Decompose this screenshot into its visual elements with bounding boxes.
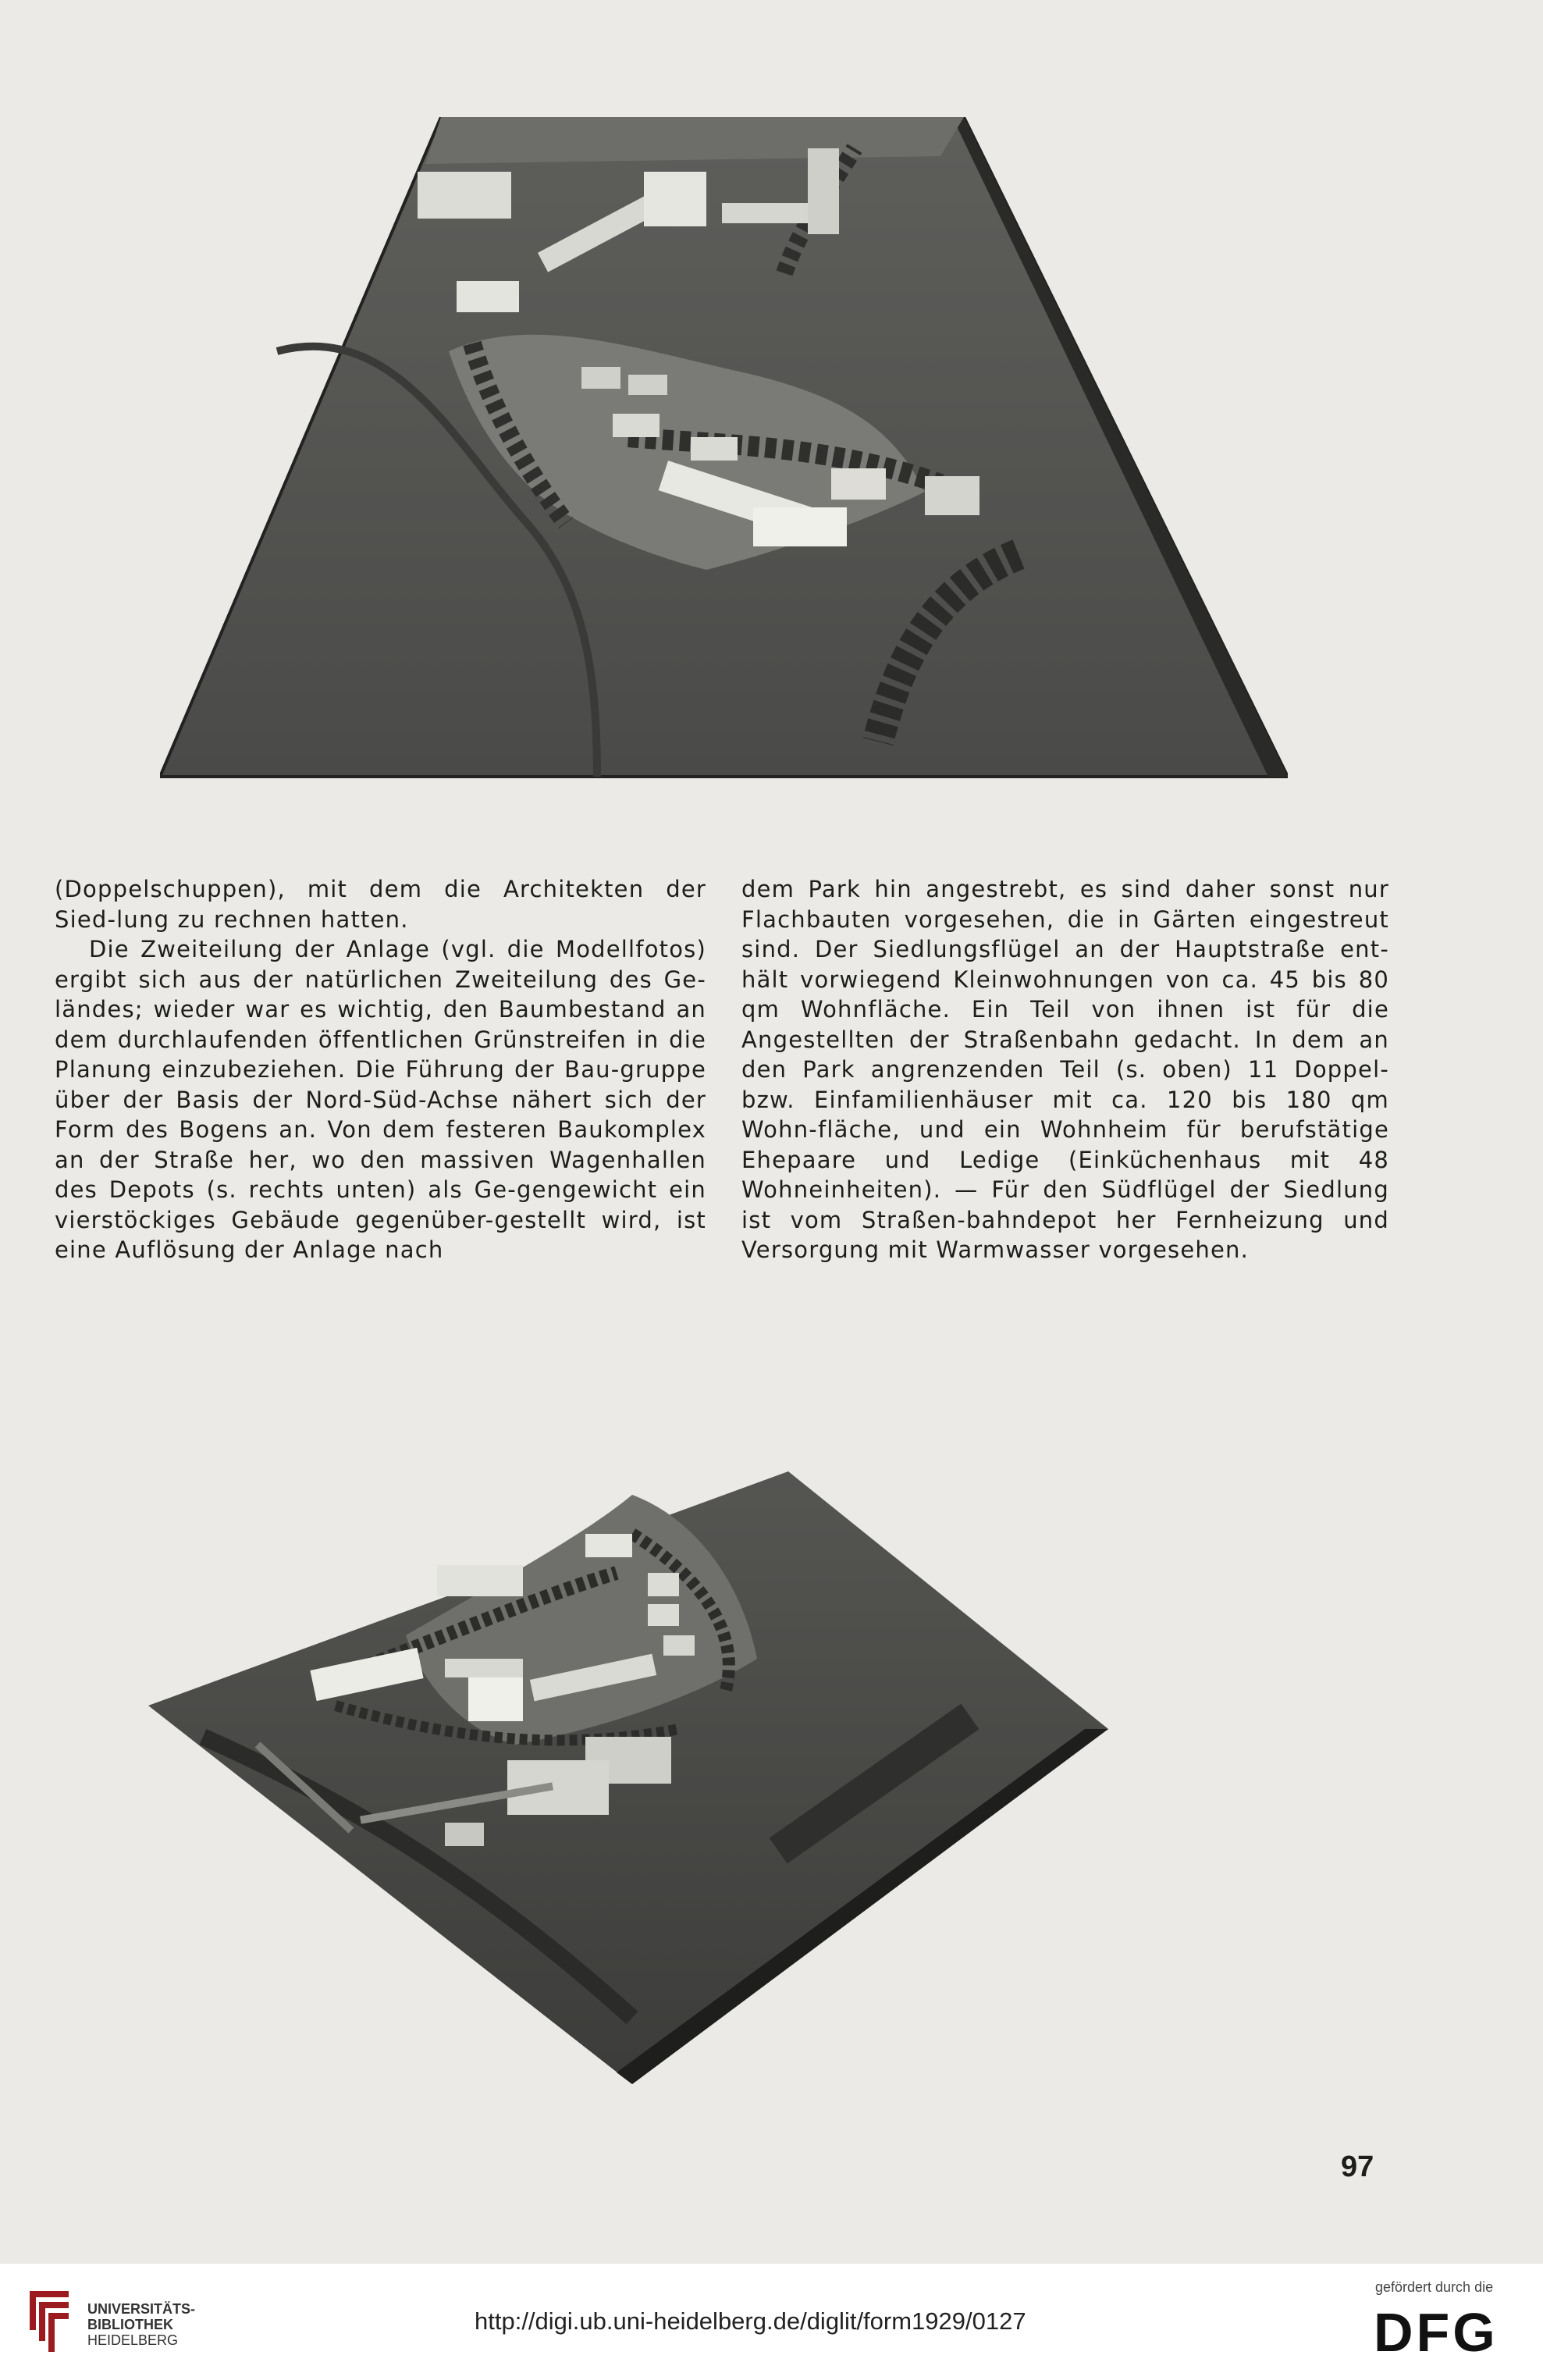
ub-heidelberg-logo-icon[interactable] <box>22 2283 76 2361</box>
library-name-line: HEIDELBERG <box>87 2332 179 2348</box>
paragraph: Die Zweiteilung der Anlage (vgl. die Modellfotos) ergibt sich aus der natürlichen Zweiteilung des Ge-ländes; wieder war es wichtig, den Baumbestand an dem durchlaufenden öffentlichen Grünstreifen in die Planung einzubeziehen. Die Führung der Bau-gruppe über der Basis der Nord-Süd-Achse nähert sich der Form des Bogens an. Von dem festeren Baukomplex an der Straße her, wo den massiven Wagenhallen des Depots (s. rechts unten) als Ge-gengewicht ein vierstöckiges Gebäude gegenüber-gestellt wird, ist eine Auflösung der Anlage nach <box>55 936 706 1263</box>
text-column-right <box>741 874 1389 1265</box>
library-name-line: UNIVERSITÄTS- <box>87 2301 196 2317</box>
model-photo-bottom <box>148 1471 1108 2088</box>
funding-caption: gefördert durch die <box>1375 2279 1494 2295</box>
library-name-line: BIBLIOTHEK <box>87 2317 173 2332</box>
page-number: 97 <box>1341 2151 1374 2183</box>
model-photo-top <box>160 117 1288 781</box>
source-url-link[interactable]: http://digi.ub.uni-heidelberg.de/diglit/form1929/0127 <box>475 2307 1026 2335</box>
dfg-logo[interactable]: DFG <box>1374 2302 1499 2363</box>
paragraph: dem Park hin angestrebt, es sind daher sonst nur Flachbauten vorgesehen, die in Gärten eingestreut sind. Der Siedlungsflügel an der Hauptstraße ent-hält vorwiegend Kleinwohnungen von ca. 45 bis 80 qm Wohnfläche. Ein Teil von ihnen ist für die Angestellten der Straßenbahn gedacht. In dem an den Park angrenzenden Teil (s. oben) 11 Doppel-bzw. Einfamilienhäuser mit ca. 120 bis 180 qm Wohn-fläche, und ein Wohnheim für berufstätige Ehepaare und Ledige (Einküchenhaus mit 48 Wohneinheiten). — Für den Südflügel der Siedlung ist vom Straßen-bahndepot her Fernheizung und Versorgung mit Warmwasser vorgesehen. <box>741 876 1389 1263</box>
paragraph: (Doppelschuppen), mit dem die Architekten der Sied-lung zu rechnen hatten. <box>55 876 706 933</box>
text-column-left <box>55 874 706 1265</box>
